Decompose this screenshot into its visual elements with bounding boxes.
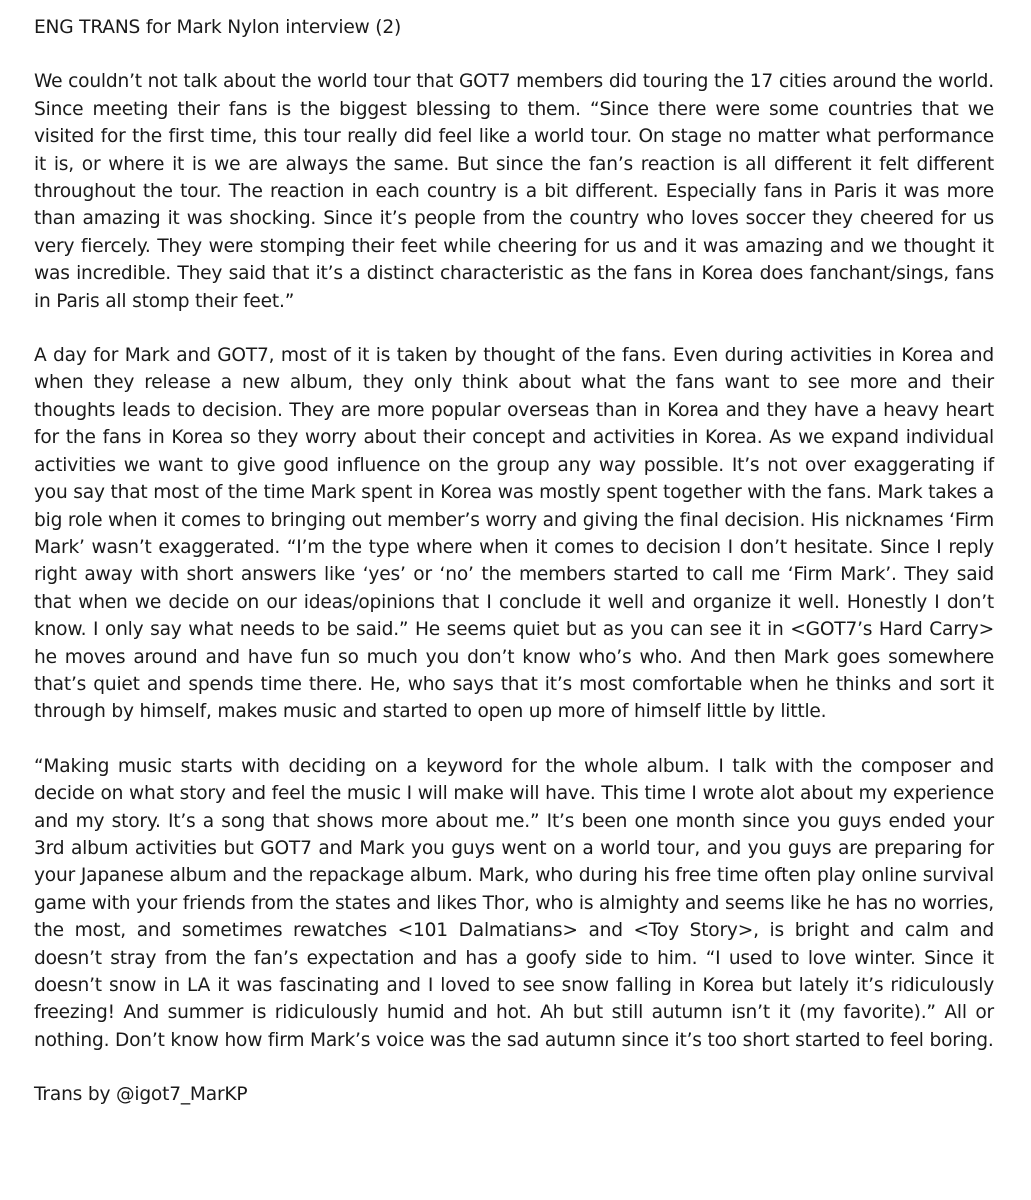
document-title: ENG TRANS for Mark Nylon interview (2) [34,17,402,38]
paragraph-world-tour: We couldn’t not talk about the world tour that GOT7 members did touring the 17 cities around the world. Since meeting their fans is the biggest blessing to them. “Since there were some countries that we visited for the first time, this tour really did feel like a world tour. On stage no matter what performance it is, or where it is we are always the same. But since the fan’s reaction is all different it felt different throughout the tour. The reaction in each country is a bit different. Especially fans in Paris it was more than amazing it was shocking. Since it’s people from the country who loves soccer they cheered for us very fiercely. They were stomping their feet while cheering for us and it was amazing and we thought it was incredible. They said that it’s a distinct characteristic as the fans in Korea does fanchant/sings, fans in Paris all stomp their feet.” [34,71,994,312]
translator-credit: Trans by @igot7_MarKP [34,1084,248,1106]
paragraph-making-music: “Making music starts with deciding on a keyword for the whole album. I talk with the composer and decide on what story and feel the music I will make will have. This time I wrote alot about my experience and my story. It’s a song that shows more about me.” It’s been one month since you guys ended your 3rd album activities but GOT7 and Mark you guys went on a world tour, and you guys are preparing for your Japanese album and the repackage album. Mark, who during his free time often play online survival game with your friends from the states and likes Thor, who is almighty and seems like he has no worries, the most, and sometimes rewatches <101 Dalmatians> and <Toy Story>, is bright and calm and doesn’t stray from the fan’s expectation and has a goofy side to him. “I used to love winter. Since it doesn’t snow in LA it was fascinating and I loved to see snow falling in Korea but lately it’s ridiculously freezing! And summer is ridiculously humid and hot. Ah but still autumn isn’t it (my favorite).” All or nothing. Don’t know how firm Mark’s voice was the sad autumn since it’s too short started to feel boring. [34,755,994,1051]
paragraph-firm-mark: A day for Mark and GOT7, most of it is taken by thought of the fans. Even during activities in Korea and when they release a new album, they only think about what the fans want to see more and their thoughts leads to decision. They are more popular overseas than in Korea and they have a heavy heart for the fans in Korea so they worry about their concept and activities in Korea. As we expand individual activities we want to give good influence on the group any way possible. It’s not over exaggerating if you say that most of the time Mark spent in Korea was mostly spent together with the fans. Mark takes a big role when it comes to bringing out member’s worry and giving the final decision. His nicknames ‘Firm Mark’ wasn’t exaggerated. “I’m the type where when it comes to decision I don’t hesitate. Since I reply right away with short answers like ‘yes’ or ‘no’ the members started to call me ‘Firm Mark’. They said that when we decide on our ideas/opinions that I conclude it well and organize it well. Honestly I don’t know. I only say what needs to be said.” He seems quiet but as you can see it in <GOT7’s Hard Carry> he moves around and have fun so much you don’t know who’s who. And then Mark goes somewhere that’s quiet and spends time there. He, who says that it’s most comfortable when he thinks and sort it through by himself, makes music and started to open up more of himself little by little. [34,345,994,723]
document [34,14,994,1109]
